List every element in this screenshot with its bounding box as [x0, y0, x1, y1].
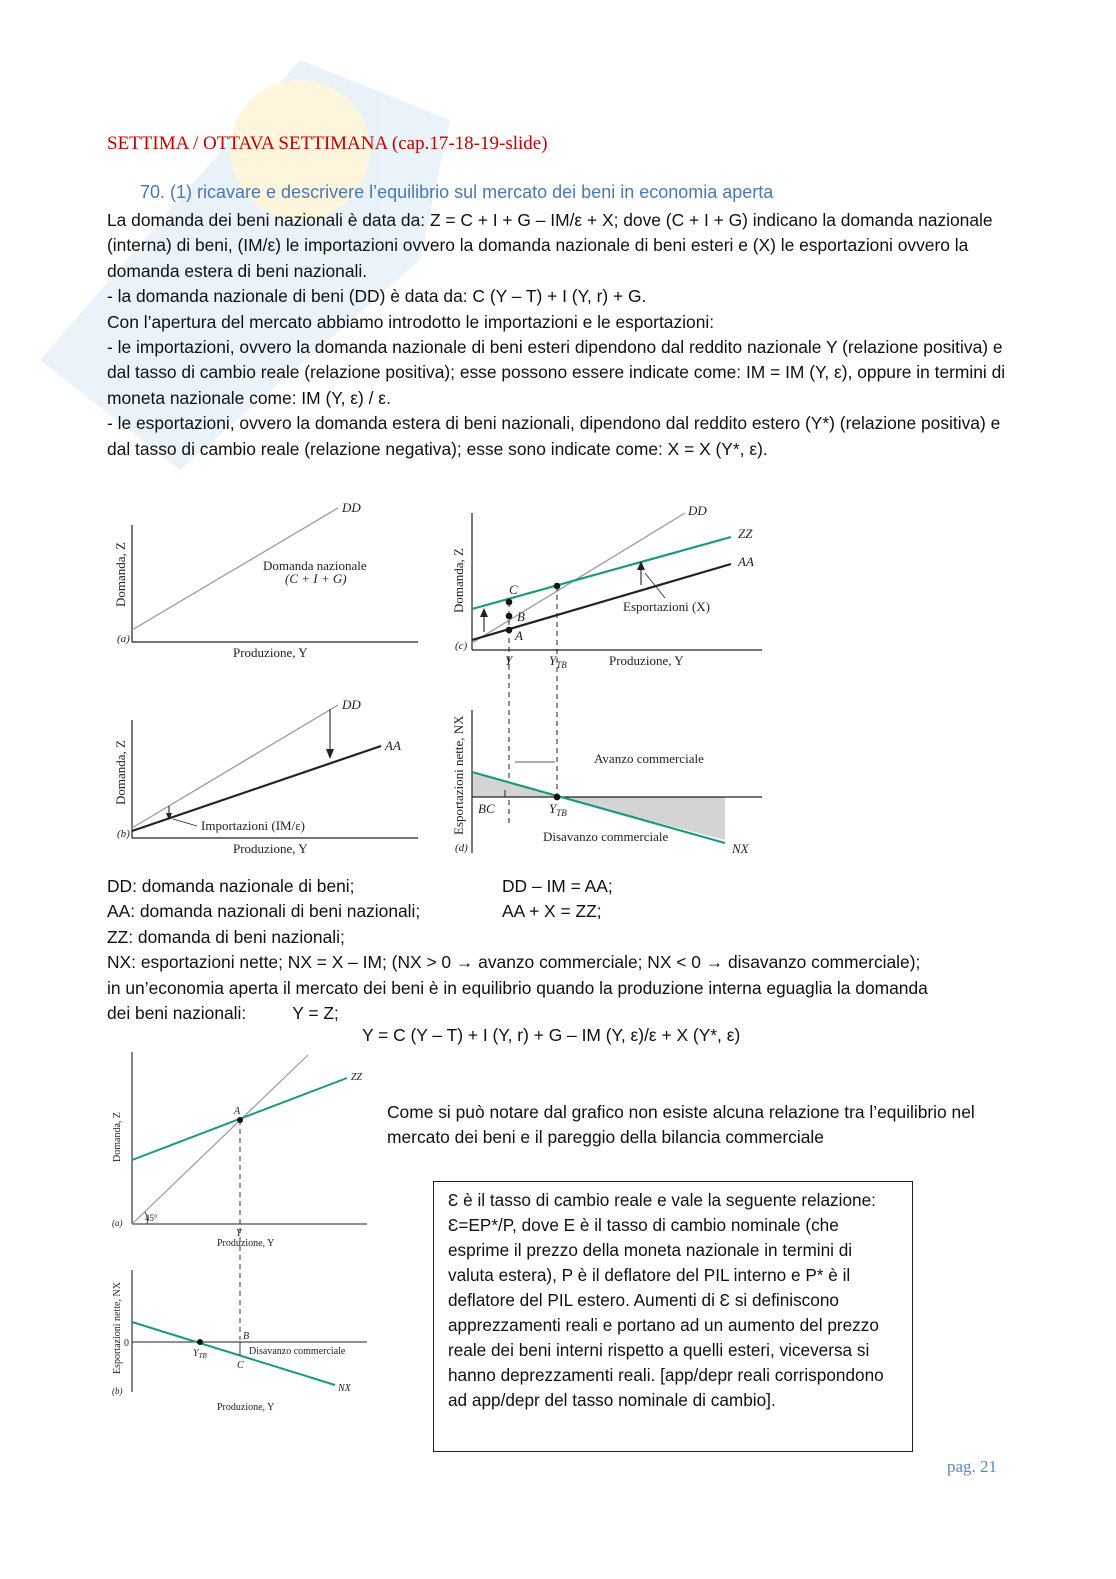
panel-b — [113, 697, 418, 856]
paragraph: Con l’apertura del mercato abbiamo introdotto le importazioni e le esportazioni: — [107, 311, 715, 332]
x-axis-label: Produzione, Y — [233, 645, 308, 660]
definitions — [107, 874, 1017, 1026]
y-axis-label: Domanda, Z — [112, 1112, 123, 1162]
deficit-label: Disavanzo commerciale — [249, 1346, 346, 1357]
point-b: B — [243, 1331, 250, 1342]
aa-label: AA — [385, 738, 401, 753]
surplus-label: Avanzo commerciale — [594, 751, 704, 766]
x-axis-label: Produzione, Y — [609, 653, 684, 668]
panel-d — [451, 710, 762, 856]
point-c: C — [509, 582, 518, 597]
box-text: Ɛ è il tasso di cambio reale e vale la seguente relazione: Ɛ=EP*/P, dove E è il tasso di cambio nominale (che esprime il prezzo della moneta nazionale in termini di valuta estera), P è il deflatore del PIL interno e P* è il deflatore del PIL estero. Aumenti di Ɛ si definiscono apprezzamenti reali e portano ad un aumento del prezzo reale dei beni interni rispetto a quelli esteri, viceversa si hanno deprezzamenti reali. [app/depr reali corrispondono ad app/depr del tasso nominale di cambio]. — [448, 1190, 884, 1410]
dd-label: DD — [342, 500, 361, 515]
panel-label: (a) — [117, 633, 130, 645]
paragraph: - le esportazioni, ovvero la domanda estera di beni nazionali, dipendono dal reddito estero (Y*) (relazione positiva) e dal tasso di cambio reale (relazione negativa); esse sono indicate come: X = X (Y*, ε). — [107, 413, 1001, 459]
tick-ytb: $Y_{TB}$ — [193, 1348, 207, 1360]
bc-label: BC — [478, 801, 495, 816]
definition-line: AA: domanda nazionali di beni nazionali; AA + X = ZZ; — [107, 901, 602, 922]
zz-label: ZZ — [738, 526, 753, 541]
figure-equilibrium — [105, 1050, 375, 1420]
point-a: A — [515, 628, 523, 643]
equilibrium-equation: Y = C (Y – T) + I (Y, r) + G – IM (Y, ε)/ε + X (Y*, ε) — [362, 1025, 741, 1045]
paragraph: La domanda dei beni nazionali è data da: Z = C + I + G – IM/ε + X; dove (C + I + G) indicano la domanda nazionale (interna) di beni, (IM/ε) le importazioni ovvero la domanda nazionale di beni esteri e (X) le esportazioni ovvero la domanda estera di beni nazionali. — [107, 210, 993, 281]
tick-y: Y — [236, 1228, 242, 1239]
definition-line: in un’economia aperta il mercato dei beni è in equilibrio quando la produzione interna eguaglia la domanda — [107, 977, 928, 998]
panel-label: (b) — [112, 1386, 123, 1396]
point-a: A — [234, 1106, 241, 1117]
x-axis-label: Produzione, Y — [233, 841, 308, 856]
annotation: Esportazioni (X) — [623, 599, 711, 614]
tick-y: Y — [505, 653, 513, 668]
y-axis-label: Esportazioni nette, NX — [451, 715, 466, 835]
question-title: 70. (1) ricavare e descrivere l’equilibrio sul mercato dei beni in economia aperta — [140, 182, 774, 202]
dd-label: DD — [342, 697, 361, 712]
x-axis-label: Produzione, Y — [217, 1402, 275, 1413]
tick-ytb: $Y_{TB}$ — [549, 801, 567, 818]
panel-label: (c) — [455, 640, 468, 652]
dd-label: DD — [688, 503, 707, 518]
definition-line: ZZ: domanda di beni nazionali; — [107, 926, 345, 947]
zz-label: ZZ — [351, 1072, 363, 1083]
y-axis-label: Domanda, Z — [113, 740, 128, 805]
nx-label: NX — [732, 841, 749, 856]
tick-ytb: $Y_{TB}$ — [549, 653, 567, 670]
y-axis-label: Esportazioni nette, NX — [112, 1282, 123, 1374]
definition-line: DD: domanda nazionale di beni; DD – IM = AA; — [107, 876, 613, 896]
zero-label: 0 — [124, 1338, 129, 1349]
angle-label: 45° — [145, 1213, 158, 1223]
annotation: Importazioni (IM/ε) — [201, 818, 306, 833]
x-axis-label: Produzione, Y — [217, 1238, 275, 1249]
definition-line: dei beni nazionali: Y = Z; — [107, 1003, 339, 1024]
annotation: Domanda nazionale — [263, 558, 367, 573]
y-axis-label: Domanda, Z — [113, 542, 128, 607]
paragraph: - la domanda nazionale di beni (DD) è data da: C (Y – T) + I (Y, r) + G. — [107, 286, 647, 307]
definition-line: NX: esportazioni nette; NX = X – IM; (NX > 0 → avanzo commerciale; NX < 0 → disavanzo commerciale); — [107, 952, 921, 973]
panel-a — [113, 500, 418, 660]
note-text: Come si può notare dal grafico non esiste alcuna relazione tra l’equilibrio nel mercato dei beni e il pareggio della bilancia commerciale — [387, 1102, 975, 1148]
panel-label: (a) — [112, 1218, 123, 1228]
exchange-rate-box — [433, 1181, 913, 1452]
aa-label: AA — [738, 554, 754, 569]
panel-label: (b) — [117, 828, 130, 840]
deficit-label: Disavanzo commerciale — [543, 829, 669, 844]
paragraph: - le importazioni, ovvero la domanda nazionale di beni esteri dipendono dal reddito nazionale Y (relazione positiva) e dal tasso di cambio reale (relazione positiva); esse possono essere indicate come: IM = IM (Y, ε), oppure in termini di moneta nazionale come: IM (Y, ε) / ε. — [107, 337, 1006, 408]
intro-text — [107, 208, 1007, 462]
annotation: (C + I + G) — [285, 571, 347, 586]
point-c: C — [237, 1360, 244, 1371]
section-heading: SETTIMA / OTTAVA SETTIMANA (cap.17-18-19-slide) — [107, 133, 548, 154]
y-axis-label: Domanda, Z — [451, 548, 466, 613]
nx-label: NX — [338, 1383, 351, 1394]
point-b: B — [517, 609, 525, 624]
panel-b — [112, 1270, 367, 1413]
figure-domestic-demand — [105, 495, 785, 865]
panel-a — [112, 1052, 367, 1340]
panel-label: (d) — [455, 842, 468, 854]
page-number: pag. 21 — [947, 1457, 998, 1476]
panel-c — [451, 503, 762, 825]
